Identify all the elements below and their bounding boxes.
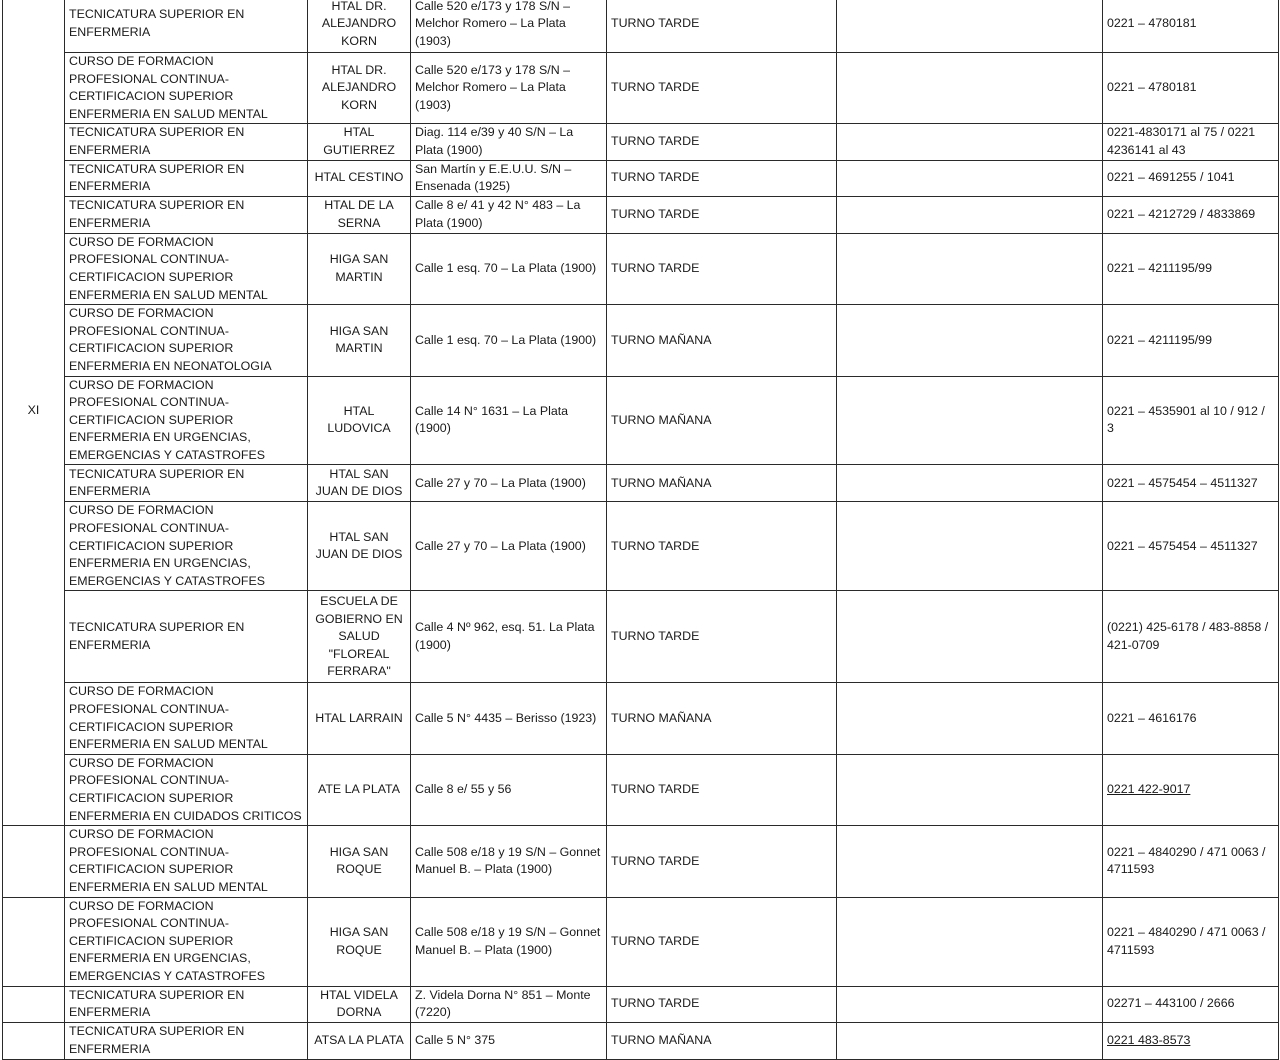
career-cell: CURSO DE FORMACION PROFESIONAL CONTINUA- CERTIFICACION SUPERIOR ENFERMERIA EN SALUD MENTAL [65, 826, 308, 897]
shift-cell: TURNO TARDE [607, 502, 837, 591]
phone-cell [1103, 376, 1279, 465]
empty-cell [837, 160, 1103, 196]
institution-cell: HIGA SAN MARTIN [308, 305, 411, 376]
institution-cell: HTAL SAN JUAN DE DIOS [308, 502, 411, 591]
phone-cell [1103, 591, 1279, 683]
empty-cell [837, 826, 1103, 897]
address-cell: Calle 508 e/18 y 19 S/N – Gonnet Manuel B. – Plata (1900) [411, 826, 607, 897]
phone-number: 0221 – 4780181 [1107, 16, 1197, 31]
address-cell: Calle 8 e/ 41 y 42 N° 483 – La Plata (1900) [411, 196, 607, 233]
empty-cell [837, 376, 1103, 465]
table-row [3, 465, 1279, 502]
career-cell: TECNICATURA SUPERIOR EN ENFERMERIA [65, 591, 308, 683]
empty-cell [837, 897, 1103, 986]
institution-cell: HTAL CESTINO [308, 160, 411, 196]
phone-cell [1103, 0, 1279, 53]
phone-number: 0221 – 4840290 / 471 0063 / 4711593 [1107, 844, 1266, 877]
career-cell: TECNICATURA SUPERIOR EN ENFERMERIA [65, 986, 308, 1022]
shift-cell: TURNO TARDE [607, 233, 837, 304]
career-cell: TECNICATURA SUPERIOR EN ENFERMERIA [65, 196, 308, 233]
table-row [3, 53, 1279, 124]
shift-cell: TURNO TARDE [607, 196, 837, 233]
shift-cell: TURNO TARDE [607, 124, 837, 160]
phone-cell [1103, 465, 1279, 502]
phone-cell [1103, 986, 1279, 1022]
shift-cell: TURNO TARDE [607, 0, 837, 53]
empty-cell [837, 683, 1103, 754]
table-row [3, 897, 1279, 986]
region-cell-empty [3, 986, 65, 1022]
career-cell: TECNICATURA SUPERIOR EN ENFERMERIA [65, 465, 308, 502]
phone-cell [1103, 754, 1279, 825]
table-row [3, 124, 1279, 160]
phone-cell [1103, 305, 1279, 376]
table-row [3, 376, 1279, 465]
address-cell: Calle 4 Nº 962, esq. 51. La Plata (1900) [411, 591, 607, 683]
career-cell: CURSO DE FORMACION PROFESIONAL CONTINUA- CERTIFICACION SUPERIOR ENFERMERIA EN NEONATOLOGIA [65, 305, 308, 376]
shift-cell: TURNO TARDE [607, 826, 837, 897]
empty-cell [837, 233, 1103, 304]
phone-cell [1103, 160, 1279, 196]
address-cell: Calle 27 y 70 – La Plata (1900) [411, 502, 607, 591]
career-cell: CURSO DE FORMACION PROFESIONAL CONTINUA- CERTIFICACION SUPERIOR ENFERMERIA EN SALUD MENTAL [65, 53, 308, 124]
empty-cell [837, 754, 1103, 825]
table-row [3, 233, 1279, 304]
empty-cell [837, 124, 1103, 160]
phone-number: 02271 – 443100 / 2666 [1107, 996, 1235, 1011]
empty-cell [837, 196, 1103, 233]
empty-cell [837, 465, 1103, 502]
institutions-table [2, 0, 1279, 1060]
institution-cell: HTAL VIDELA DORNA [308, 986, 411, 1022]
career-cell: CURSO DE FORMACION PROFESIONAL CONTINUA- CERTIFICACION SUPERIOR ENFERMERIA EN URGENCIAS, EMERGENCIAS Y CATASTROFES [65, 502, 308, 591]
phone-number: 0221 – 4616176 [1107, 710, 1197, 725]
empty-cell [837, 0, 1103, 53]
institution-cell: HIGA SAN ROQUE [308, 826, 411, 897]
table-row [3, 986, 1279, 1022]
empty-cell [837, 53, 1103, 124]
address-cell: Calle 520 e/173 y 178 S/N – Melchor Romero – La Plata (1903) [411, 53, 607, 124]
region-cell-empty [3, 826, 65, 897]
address-cell: San Martín y E.E.U.U. S/N – Ensenada (1925) [411, 160, 607, 196]
table-row [3, 502, 1279, 591]
phone-cell [1103, 196, 1279, 233]
institution-cell: HTAL SAN JUAN DE DIOS [308, 465, 411, 502]
phone-cell [1103, 897, 1279, 986]
institution-cell: ATE LA PLATA [308, 754, 411, 825]
phone-cell [1103, 124, 1279, 160]
shift-cell: TURNO TARDE [607, 986, 837, 1022]
table-row [3, 160, 1279, 196]
address-cell: Calle 14 N° 1631 – La Plata (1900) [411, 376, 607, 465]
career-cell: CURSO DE FORMACION PROFESIONAL CONTINUA- CERTIFICACION SUPERIOR ENFERMERIA EN URGENCIAS, EMERGENCIAS Y CATASTROFES [65, 376, 308, 465]
address-cell: Calle 5 N° 375 [411, 1022, 607, 1059]
phone-cell [1103, 53, 1279, 124]
institution-cell: HTAL DE LA SERNA [308, 196, 411, 233]
address-cell: Calle 8 e/ 55 y 56 [411, 754, 607, 825]
shift-cell: TURNO TARDE [607, 897, 837, 986]
address-cell: Diag. 114 e/39 y 40 S/N – La Plata (1900) [411, 124, 607, 160]
phone-number[interactable]: 0221 483-8573 [1107, 1032, 1191, 1047]
address-cell: Calle 5 N° 4435 – Berisso (1923) [411, 683, 607, 754]
shift-cell: TURNO MAÑANA [607, 465, 837, 502]
address-cell: Calle 1 esq. 70 – La Plata (1900) [411, 305, 607, 376]
phone-number: 0221 – 4212729 / 4833869 [1107, 206, 1256, 221]
career-cell: TECNICATURA SUPERIOR EN ENFERMERIA [65, 124, 308, 160]
phone-cell [1103, 683, 1279, 754]
institution-cell: ESCUELA DE GOBIERNO EN SALUD "FLOREAL FERRARA" [308, 591, 411, 683]
career-cell: TECNICATURA SUPERIOR EN ENFERMERIA [65, 1022, 308, 1059]
phone-cell [1103, 1022, 1279, 1059]
address-cell: Calle 520 e/173 y 178 S/N – Melchor Romero – La Plata (1903) [411, 0, 607, 53]
shift-cell: TURNO MAÑANA [607, 376, 837, 465]
institution-cell: HTAL DR. ALEJANDRO KORN [308, 0, 411, 53]
phone-number[interactable]: 0221 422-9017 [1107, 782, 1191, 797]
institution-cell: HIGA SAN MARTIN [308, 233, 411, 304]
table-row [3, 826, 1279, 897]
region-cell-empty [3, 897, 65, 986]
institution-cell: ATSA LA PLATA [308, 1022, 411, 1059]
career-cell: CURSO DE FORMACION PROFESIONAL CONTINUA- CERTIFICACION SUPERIOR ENFERMERIA EN SALUD MENTAL [65, 233, 308, 304]
phone-cell [1103, 826, 1279, 897]
phone-number: 0221 – 4691255 / 1041 [1107, 170, 1235, 185]
career-cell: CURSO DE FORMACION PROFESIONAL CONTINUA- CERTIFICACION SUPERIOR ENFERMERIA EN CUIDADOS CRITICOS [65, 754, 308, 825]
phone-number: 0221 – 4575454 – 4511327 [1107, 475, 1258, 490]
address-cell: Calle 27 y 70 – La Plata (1900) [411, 465, 607, 502]
career-cell: TECNICATURA SUPERIOR EN ENFERMERIA [65, 0, 308, 53]
region-cell-empty [3, 1022, 65, 1059]
institution-cell: HTAL GUTIERREZ [308, 124, 411, 160]
phone-number: 0221 – 4211195/99 [1107, 261, 1212, 276]
phone-number: 0221 – 4780181 [1107, 80, 1197, 95]
table-row [3, 754, 1279, 825]
career-cell: CURSO DE FORMACION PROFESIONAL CONTINUA- CERTIFICACION SUPERIOR ENFERMERIA EN SALUD MENTAL [65, 683, 308, 754]
table-row [3, 305, 1279, 376]
career-cell: TECNICATURA SUPERIOR EN ENFERMERIA [65, 160, 308, 196]
table-row [3, 591, 1279, 683]
institution-cell: HTAL DR. ALEJANDRO KORN [308, 53, 411, 124]
institution-cell: HTAL LUDOVICA [308, 376, 411, 465]
phone-number: 0221-4830171 al 75 / 0221 4236141 al 43 [1107, 125, 1256, 157]
phone-number: 0221 – 4211195/99 [1107, 332, 1212, 347]
shift-cell: TURNO TARDE [607, 754, 837, 825]
table-row [3, 196, 1279, 233]
phone-number: (0221) 425-6178 / 483-8858 / 421-0709 [1107, 620, 1269, 652]
address-cell: Calle 508 e/18 y 19 S/N – Gonnet Manuel B. – Plata (1900) [411, 897, 607, 986]
table-row [3, 683, 1279, 754]
institution-cell: HIGA SAN ROQUE [308, 897, 411, 986]
region-cell: XI [3, 0, 65, 826]
table-body [3, 0, 1279, 1059]
table-row [3, 1022, 1279, 1059]
phone-cell [1103, 502, 1279, 591]
institution-cell: HTAL LARRAIN [308, 683, 411, 754]
shift-cell: TURNO MAÑANA [607, 1022, 837, 1059]
phone-number: 0221 – 4575454 – 4511327 [1107, 538, 1258, 553]
phone-number: 0221 – 4535901 al 10 / 912 / 3 [1107, 403, 1265, 436]
career-cell: CURSO DE FORMACION PROFESIONAL CONTINUA- CERTIFICACION SUPERIOR ENFERMERIA EN URGENCIAS, EMERGENCIAS Y CATASTROFES [65, 897, 308, 986]
address-cell: Calle 1 esq. 70 – La Plata (1900) [411, 233, 607, 304]
empty-cell [837, 305, 1103, 376]
table-row [3, 0, 1279, 53]
phone-number: 0221 – 4840290 / 471 0063 / 4711593 [1107, 924, 1266, 957]
shift-cell: TURNO TARDE [607, 591, 837, 683]
address-cell: Z. Videla Dorna N° 851 – Monte (7220) [411, 986, 607, 1022]
empty-cell [837, 502, 1103, 591]
shift-cell: TURNO TARDE [607, 53, 837, 124]
shift-cell: TURNO MAÑANA [607, 305, 837, 376]
shift-cell: TURNO MAÑANA [607, 683, 837, 754]
empty-cell [837, 591, 1103, 683]
shift-cell: TURNO TARDE [607, 160, 837, 196]
empty-cell [837, 986, 1103, 1022]
empty-cell [837, 1022, 1103, 1059]
phone-cell [1103, 233, 1279, 304]
